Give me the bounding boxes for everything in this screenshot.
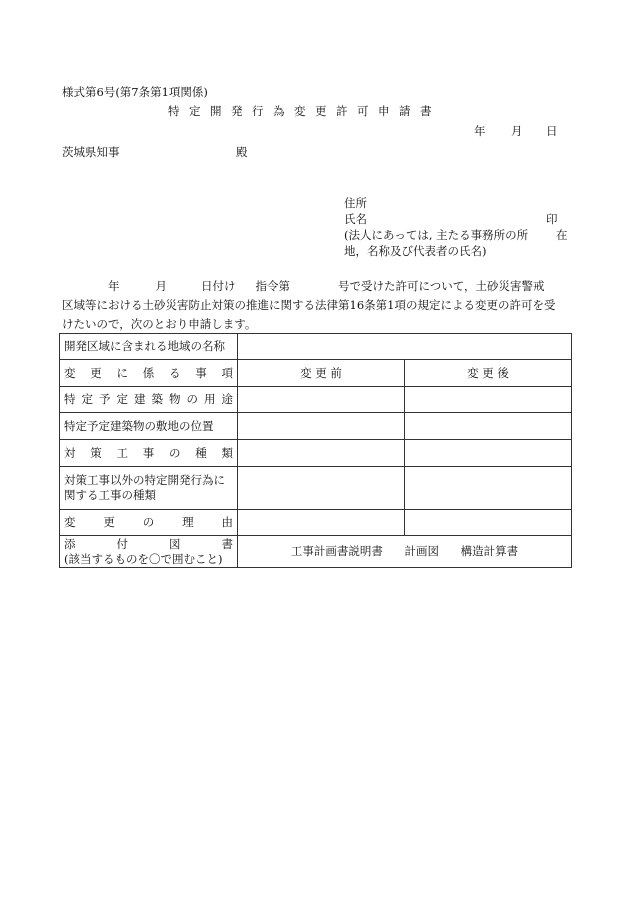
measure-type-label: 対策工事の種類 [60, 440, 238, 467]
form-number-label: 様式第6号(第7条第1項関係) [62, 85, 208, 99]
attachments-label-line1: 添付図書 [64, 536, 233, 551]
building-use-before[interactable] [238, 387, 405, 413]
other-work-label [60, 467, 238, 510]
attachments-label-line2: (該当するものを〇で囲むこと) [64, 551, 223, 566]
attachment-item-structural-calc[interactable]: 構造計算書 [460, 544, 519, 558]
date-month-label: 月 [511, 124, 523, 138]
area-name-value[interactable] [238, 334, 572, 360]
change-items-label: 変更に係る事項 [60, 360, 238, 387]
row-area-name [60, 334, 572, 360]
application-table [59, 333, 572, 568]
honorific: 殿 [236, 145, 248, 159]
reason-before[interactable] [238, 510, 405, 536]
after-change-header: 変 更 後 [405, 360, 572, 387]
applicant-note-line2: 地，名称及び代表者の氏名) [344, 244, 487, 258]
area-name-label: 開発区域に含まれる地域の名称 [60, 334, 238, 360]
statement-year: 年 [108, 279, 120, 293]
row-attachments [60, 536, 572, 568]
statement-month: 月 [155, 279, 167, 293]
statement-line3: けたいので，次のとおり申請します。 [62, 317, 257, 331]
other-work-after[interactable] [405, 467, 572, 510]
building-use-after[interactable] [405, 387, 572, 413]
seal-mark: 印 [546, 212, 558, 226]
measure-type-after[interactable] [405, 440, 572, 467]
applicant-name-label: 氏名 [344, 212, 367, 226]
statement-line1 [62, 277, 573, 296]
site-location-before[interactable] [238, 413, 405, 440]
application-statement [62, 277, 573, 334]
site-location-label: 特定予定建築物の敷地の位置 [60, 413, 238, 440]
applicant-note-line1-end: 在 [556, 228, 568, 242]
reason-label: 変更の理由 [60, 510, 238, 536]
date-year-label: 年 [474, 124, 486, 138]
other-work-label-line1: 対策工事以外の特定開発行為に [64, 473, 225, 487]
before-change-header: 変 更 前 [238, 360, 405, 387]
addressee: 茨城県知事 [62, 145, 120, 159]
row-reason [60, 510, 572, 536]
attachments-list [238, 536, 572, 568]
measure-type-before[interactable] [238, 440, 405, 467]
building-use-label: 特定予定建築物の用途 [60, 387, 238, 413]
statement-line1-rest: 号で受けた許可について，土砂災害警戒 [338, 279, 545, 293]
reason-after[interactable] [405, 510, 572, 536]
row-measure-type [60, 440, 572, 467]
date-day-label: 日 [546, 124, 558, 138]
attachment-item-plan-description[interactable]: 工事計画書説明書 [290, 544, 383, 558]
site-location-after[interactable] [405, 413, 572, 440]
row-change-items [60, 360, 572, 387]
row-site-location [60, 413, 572, 440]
applicant-note-line1: (法人にあっては, 主たる事務所の所 [344, 228, 529, 242]
other-work-before[interactable] [238, 467, 405, 510]
applicant-address-label: 住所 [344, 196, 367, 210]
statement-directive: 指令第 [255, 279, 290, 293]
attachments-label [60, 536, 238, 568]
row-building-use [60, 387, 572, 413]
statement-line2: 区域等における土砂災害防止対策の推進に関する法律第16条第1項の規定による変更の許可を受 [62, 298, 556, 312]
attachment-item-plan-drawing[interactable]: 計画図 [404, 544, 439, 558]
statement-dated: 日付け [201, 279, 236, 293]
form-title: 特定開発行為変更許可申請書 [168, 104, 441, 118]
other-work-label-line2: 関する工事の種類 [64, 488, 156, 502]
row-other-work [60, 467, 572, 510]
